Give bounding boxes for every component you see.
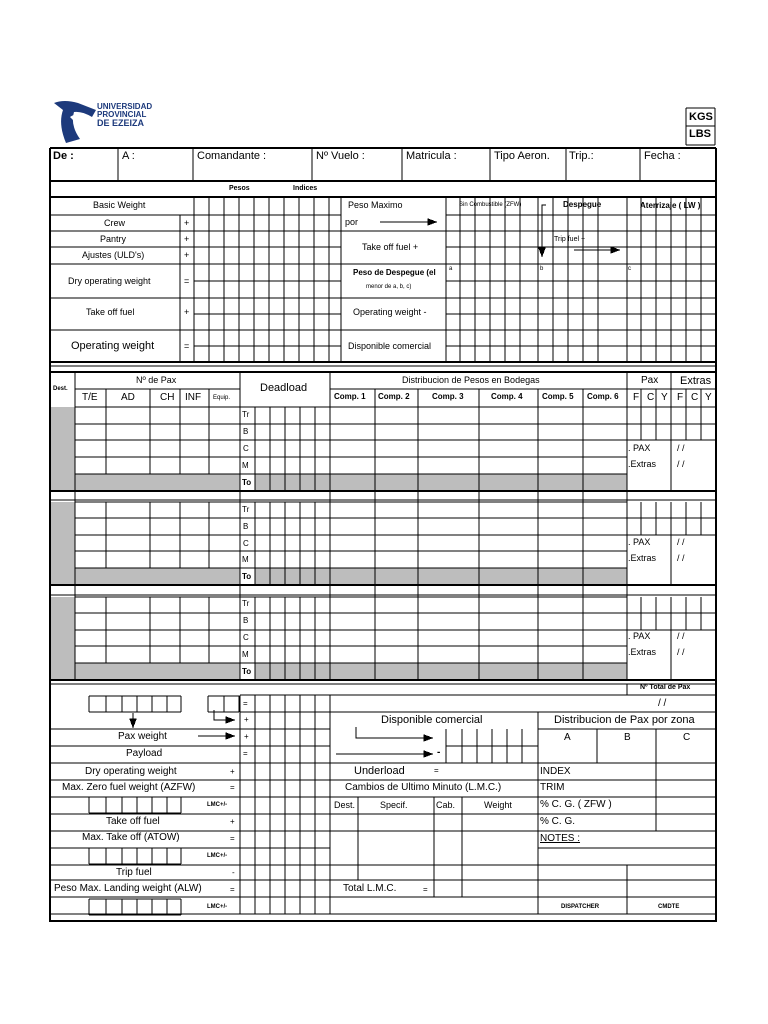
col-pesos: Pesos — [229, 185, 250, 192]
op-plus-3: + — [184, 250, 190, 260]
lmc-3: LMC+/- — [207, 904, 228, 910]
b2-extras-label: .Extras — [628, 553, 657, 563]
b2-extras-slash: / / — [677, 553, 685, 563]
disp-minus: - — [437, 747, 441, 758]
op-plus-4: + — [184, 307, 190, 317]
zona-b: B — [624, 732, 631, 743]
label-aterrizaje: Aterrizaje ( LW ) — [640, 201, 701, 210]
b2-b: B — [243, 522, 249, 531]
b1-b: B — [243, 427, 249, 436]
op-eq-2: = — [184, 341, 190, 351]
label-pax-weight: Pax weight — [118, 731, 167, 742]
label-pax-f: F — [633, 392, 640, 403]
label-cg-zfw: % C. G. ( ZFW ) — [540, 799, 612, 810]
op-eq-r12: = — [230, 885, 235, 894]
units-lbs: LBS — [689, 128, 711, 140]
label-azfw: Max. Zero fuel weight (AZFW) — [62, 782, 196, 793]
label-dispatcher: DISPATCHER — [561, 904, 600, 910]
b3-pax-label: . PAX — [628, 631, 651, 641]
op-eq-r9: = — [230, 834, 235, 843]
logo-line-2: PROVINCIAL — [97, 110, 147, 119]
label-npax: Nº de Pax — [136, 375, 177, 385]
header-comandante[interactable]: Comandante : — [197, 150, 267, 162]
label-dist-bodegas: Distribucion de Pesos en Bodegas — [402, 375, 540, 385]
logo-line-3: DE EZEIZA — [97, 118, 145, 128]
op-minus-r11: - — [232, 868, 235, 877]
label-crew: Crew — [104, 218, 126, 228]
col-indices: Indices — [293, 185, 318, 192]
b1-m: M — [242, 461, 249, 470]
label-cmdte: CMDTE — [658, 904, 680, 910]
label-dest: Dest. — [53, 386, 68, 392]
label-comp6: Comp. 6 — [587, 392, 619, 401]
label-ajustes: Ajustes (ULD's) — [82, 250, 145, 260]
header-fecha[interactable]: Fecha : — [644, 150, 681, 162]
label-pantry: Pantry — [100, 234, 127, 244]
label-trim: TRIM — [540, 782, 565, 793]
zona-c: C — [683, 732, 691, 743]
label-weight: Weight — [484, 800, 512, 810]
label-a: a — [449, 266, 453, 272]
op-eq-1: = — [184, 276, 190, 286]
b1-pax-slash: / / — [677, 443, 685, 453]
b1-extras-label: .Extras — [628, 459, 657, 469]
b3-c: C — [243, 633, 249, 642]
label-despegue: Despegue — [563, 200, 602, 209]
ntotal-slash: / / — [658, 698, 667, 709]
label-extras: Extras — [680, 375, 712, 387]
label-trip-fuel: Trip fuel + — [554, 236, 586, 243]
b2-pax-label: . PAX — [628, 537, 651, 547]
header-a[interactable]: A : — [122, 150, 135, 162]
label-comp2: Comp. 2 — [378, 392, 410, 401]
label-inf: INF — [185, 392, 202, 403]
label-ntotal: Nº Total de Pax — [640, 684, 691, 691]
b2-m: M — [242, 555, 249, 564]
b2-tr: Tr — [242, 505, 250, 514]
b3-pax-slash: / / — [677, 631, 685, 641]
header-tipo[interactable]: Tipo Aeron. — [494, 150, 550, 162]
b2-pax-slash: / / — [677, 537, 685, 547]
label-dow: Dry operating weight — [68, 276, 151, 286]
header-de[interactable]: De : — [53, 150, 74, 162]
lmc-1: LMC+/- — [207, 802, 228, 808]
label-b: b — [540, 266, 544, 272]
label-c: c — [628, 266, 631, 272]
header-trip[interactable]: Trip.: — [569, 150, 594, 162]
label-pax-y: Y — [661, 392, 668, 403]
logo-line-1: UNIVERSIDAD — [97, 102, 153, 111]
label-deadload: Deadload — [260, 382, 308, 394]
b3-m: M — [242, 650, 249, 659]
b2-to: To — [242, 572, 252, 581]
b2-c: C — [243, 539, 249, 548]
label-comp5: Comp. 5 — [542, 392, 574, 401]
label-cab: Cab. — [436, 800, 456, 810]
label-trip: Trip fuel — [116, 867, 152, 878]
zona-a: A — [564, 732, 571, 743]
label-alw: Peso Max. Landing weight (ALW) — [54, 883, 202, 894]
label-b-disp: Disponible comercial — [381, 714, 483, 726]
b1-extras-slash: / / — [677, 459, 685, 469]
label-ad: AD — [121, 392, 135, 403]
label-index: INDEX — [540, 766, 571, 777]
label-ow-minus: Operating weight - — [353, 307, 427, 317]
op-plus-r8: + — [230, 817, 235, 826]
label-underload: Underload — [354, 765, 405, 777]
b3-to: To — [242, 667, 252, 676]
label-specif: Specif. — [380, 800, 408, 810]
b3-extras-slash: / / — [677, 647, 685, 657]
label-disp: Disponible comercial — [348, 341, 432, 351]
label-equip: Equip. — [213, 395, 231, 401]
label-ext-c: C — [691, 392, 699, 403]
op-plus-r3: + — [244, 732, 249, 741]
b3-b: B — [243, 616, 249, 625]
lmc-2: LMC+/- — [207, 853, 228, 859]
b1-pax-label: . PAX — [628, 443, 651, 453]
b3-extras-label: .Extras — [628, 647, 657, 657]
label-basic-weight: Basic Weight — [93, 200, 146, 210]
label-peso-desp: Peso de Despegue (el — [353, 268, 436, 277]
underload-eq: = — [434, 766, 439, 775]
label-peso-max: Peso Maximo — [348, 200, 403, 210]
header-matricula[interactable]: Matricula : — [406, 150, 457, 162]
label-dist-zona: Distribucion de Pax por zona — [554, 714, 695, 726]
label-b-dow: Dry operating weight — [85, 766, 177, 777]
op-plus-r5: + — [230, 767, 235, 776]
label-comp3: Comp. 3 — [432, 392, 464, 401]
b1-tr: Tr — [242, 410, 250, 419]
b3-tr: Tr — [242, 599, 250, 608]
label-sin-comb: Sin Combustible (ZFW) — [459, 202, 522, 208]
label-ext-f: F — [677, 392, 684, 403]
b1-c: C — [243, 444, 249, 453]
label-b-dest: Dest. — [334, 800, 356, 810]
label-cambios: Cambios de Ultimo Minuto (L.M.C.) — [345, 782, 502, 793]
header-vuelo[interactable]: Nº Vuelo : — [316, 150, 365, 162]
label-notes: NOTES : — [540, 833, 581, 844]
label-cg: % C. G. — [540, 816, 576, 827]
label-te: T/E — [82, 392, 98, 403]
label-pax-c: C — [647, 392, 655, 403]
op-plus-2: + — [184, 234, 190, 244]
total-lmc-eq: = — [423, 885, 428, 894]
units-kgs: KGS — [689, 111, 713, 123]
label-menor: menor de a, b, c) — [366, 284, 412, 290]
op-eq-r6: = — [230, 783, 235, 792]
op-plus-r2: + — [244, 715, 249, 724]
label-total-lmc: Total L.M.C. — [343, 883, 397, 894]
b1-to: To — [242, 478, 252, 487]
label-ext-y: Y — [705, 392, 712, 403]
op-eq-r1: = — [243, 699, 248, 708]
label-ch: CH — [160, 392, 175, 403]
op-eq-r4: = — [243, 749, 248, 758]
label-comp1: Comp. 1 — [334, 392, 366, 401]
label-ow: Operating weight — [71, 340, 155, 352]
label-b-tof: Take off fuel — [106, 816, 160, 827]
label-tof-plus: Take off fuel + — [362, 242, 419, 252]
label-por: por — [345, 217, 359, 227]
label-payload: Payload — [126, 748, 163, 759]
label-pax: Pax — [641, 375, 659, 386]
op-plus-1: + — [184, 218, 190, 228]
label-comp4: Comp. 4 — [491, 392, 523, 401]
label-tof: Take off fuel — [86, 307, 135, 317]
label-atow: Max. Take off (ATOW) — [82, 832, 180, 843]
